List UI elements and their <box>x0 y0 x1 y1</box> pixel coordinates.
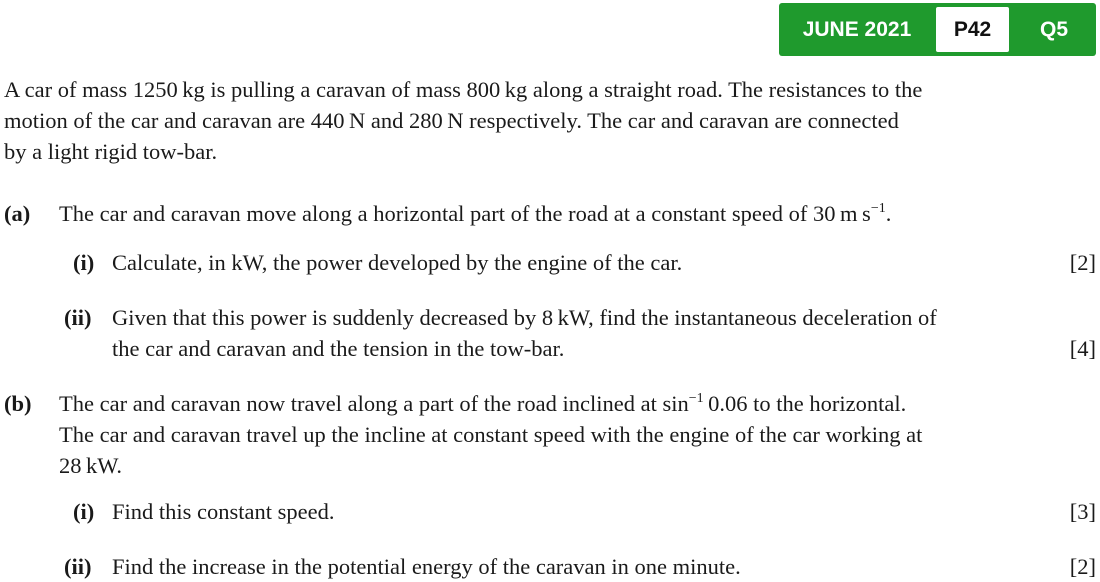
part-b-i-text: Find this constant speed. <box>112 499 335 524</box>
part-b-line-3: 28 kW. <box>59 453 123 478</box>
part-a-ii-label: (ii) <box>64 305 92 330</box>
paper-code: P42 <box>936 7 1009 52</box>
part-b-line-1 <box>59 388 906 419</box>
unit-exponent: −1 <box>870 201 886 216</box>
part-a-i-label: (i) <box>73 250 95 275</box>
stem-line-2: motion of the car and caravan are 440 N and 280 N respectively. The car and caravan are connected <box>4 108 899 133</box>
part-a-label: (a) <box>4 201 31 226</box>
part-b-line-2: The car and caravan travel up the incline at constant speed with the engine of the car working at <box>59 422 923 447</box>
part-b-line-1-end: 0.06 to the horizontal. <box>703 391 907 416</box>
part-a-i-marks: [2] <box>1069 250 1096 275</box>
stem-line-3: by a light rigid tow-bar. <box>4 139 218 164</box>
part-b-ii-marks: [2] <box>1069 554 1096 579</box>
part-a-ii-line-1: Given that this power is suddenly decreased by 8 kW, find the instantaneous deceleration of <box>112 305 937 330</box>
stem-line-1: A car of mass 1250 kg is pulling a caravan of mass 800 kg along a straight road. The resistances to the <box>4 77 923 102</box>
part-b-i-marks: [3] <box>1069 499 1096 524</box>
part-b-ii-label: (ii) <box>64 554 92 579</box>
part-a-text-end: . <box>885 201 892 226</box>
exam-reference-badge <box>779 3 1096 56</box>
part-a-text-main: The car and caravan move along a horizontal part of the road at a constant speed of 30 m s <box>59 201 871 226</box>
part-b-ii-text: Find the increase in the potential energy of the caravan in one minute. <box>112 554 741 579</box>
part-a-ii-marks: [4] <box>1069 336 1096 361</box>
part-b-label: (b) <box>4 391 32 416</box>
question-number: Q5 <box>1039 18 1068 41</box>
part-a-i-text: Calculate, in kW, the power developed by the engine of the car. <box>112 250 683 275</box>
part-a-text <box>59 198 891 229</box>
exam-date: JUNE 2021 <box>802 18 912 41</box>
part-b-line-1-start: The car and caravan now travel along a part of the road inclined at sin <box>59 391 689 416</box>
inverse-sine-exponent: −1 <box>688 391 704 406</box>
part-a-ii-line-2: the car and caravan and the tension in the tow-bar. <box>112 336 565 361</box>
part-b-i-label: (i) <box>73 499 95 524</box>
